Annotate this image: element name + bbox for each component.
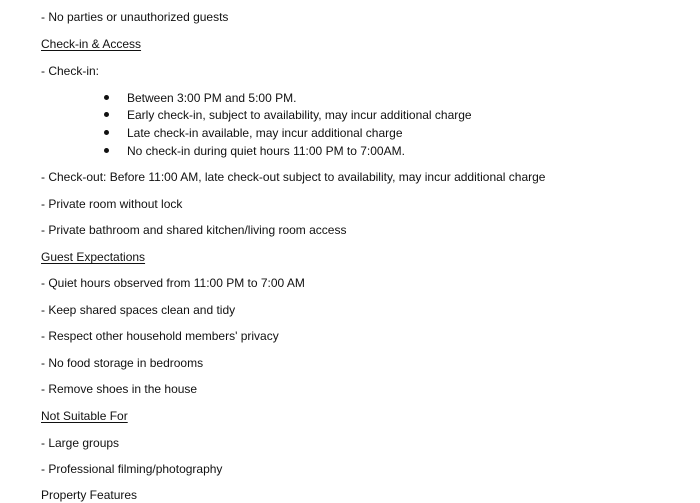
- checkout-rule: - Check-out: Before 11:00 AM, late check-out subject to availability, may incur additional charge: [41, 170, 546, 184]
- clean-spaces-rule: - Keep shared spaces clean and tidy: [41, 303, 236, 317]
- privacy-rule: - Respect other household members' privacy: [41, 329, 279, 343]
- filming-item: - Professional filming/photography: [41, 462, 223, 476]
- section-heading-checkin-access: Check-in & Access: [41, 37, 142, 51]
- rule-no-parties: - No parties or unauthorized guests: [41, 10, 229, 24]
- bullet-dot-icon: [104, 95, 109, 100]
- checkin-bullet-text: No check-in during quiet hours 11:00 PM to 7:00AM.: [127, 144, 405, 158]
- checkin-bullet-text: Early check-in, subject to availability, may incur additional charge: [127, 108, 472, 122]
- section-heading-guest-expectations: Guest Expectations: [41, 250, 146, 264]
- section-heading-not-suitable: Not Suitable For: [41, 409, 128, 423]
- section-heading-property-features: Property Features: [41, 488, 138, 502]
- food-storage-rule: - No food storage in bedrooms: [41, 356, 204, 370]
- bullet-dot-icon: [104, 148, 109, 153]
- checkin-bullet-text: Between 3:00 PM and 5:00 PM.: [127, 91, 297, 105]
- large-groups-item: - Large groups: [41, 436, 120, 450]
- private-room-rule: - Private room without lock: [41, 197, 183, 211]
- private-bathroom-rule: - Private bathroom and shared kitchen/living room access: [41, 223, 347, 237]
- bullet-dot-icon: [104, 130, 109, 135]
- remove-shoes-rule: - Remove shoes in the house: [41, 382, 198, 396]
- checkin-label: - Check-in:: [41, 64, 100, 78]
- bullet-dot-icon: [104, 112, 109, 117]
- quiet-hours-rule: - Quiet hours observed from 11:00 PM to 7:00 AM: [41, 276, 305, 290]
- checkin-bullet-text: Late check-in available, may incur additional charge: [127, 126, 403, 140]
